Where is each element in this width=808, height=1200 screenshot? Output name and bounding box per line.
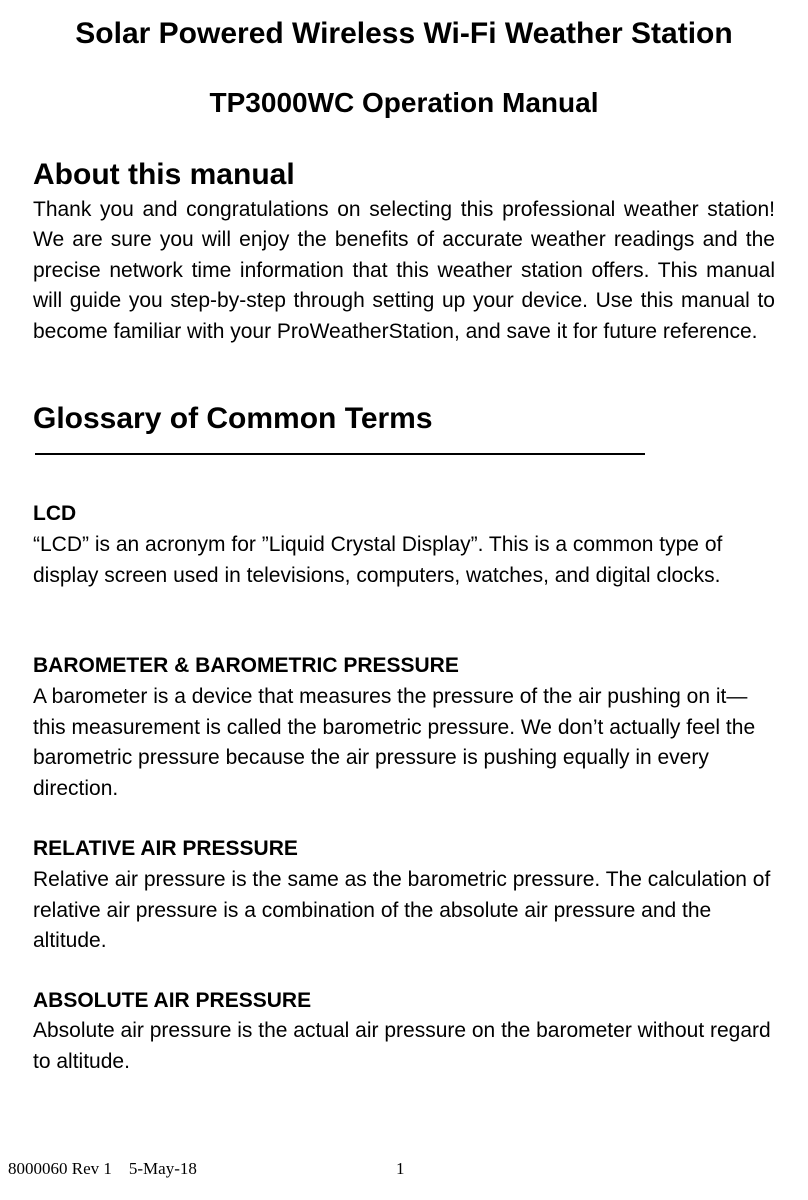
- about-heading: About this manual: [33, 158, 295, 191]
- footer-page-number: 1: [396, 1159, 405, 1178]
- term-title: LCD: [33, 502, 77, 525]
- term-definition: Relative air pressure is the same as the barometric pressure. The calculation of relative air pressure is a combination of the absolute air pressure and the altitude.: [33, 868, 771, 952]
- term-definition: Absolute air pressure is the actual air pressure on the barometer without regard to altitude.: [33, 1019, 771, 1073]
- document-title: Solar Powered Wireless Wi-Fi Weather Station: [75, 17, 733, 50]
- term-definition: “LCD” is an acronym for ”Liquid Crystal Display”. This is a common type of display screen used in televisions, computers, watches, and digital clocks.: [33, 533, 723, 587]
- term-title: BAROMETER & BAROMETRIC PRESSURE: [33, 654, 459, 677]
- term-definition: A barometer is a device that measures the pressure of the air pushing on it—this measurement is called the barometric pressure. We don’t actually feel the barometric pressure because the air pressure is pushing equally in every direction.: [33, 685, 756, 800]
- about-paragraph: Thank you and congratulations on selecting this professional weather station! We are sure you will enjoy the benefits of accurate weather readings and the precise network time information that this weather station offers. This manual will guide you step-by-step through setting up your device. Use this manual to become familiar with your ProWeatherStation, and save it for future reference.: [33, 198, 775, 343]
- term-title: RELATIVE AIR PRESSURE: [33, 837, 298, 860]
- glossary-heading: Glossary of Common Terms: [33, 402, 433, 435]
- term-title: ABSOLUTE AIR PRESSURE: [33, 989, 312, 1012]
- document-subtitle: TP3000WC Operation Manual: [209, 87, 599, 118]
- footer-doc-info: 8000060 Rev 1 5-May-18: [8, 1159, 197, 1178]
- glossary-divider: [35, 453, 645, 455]
